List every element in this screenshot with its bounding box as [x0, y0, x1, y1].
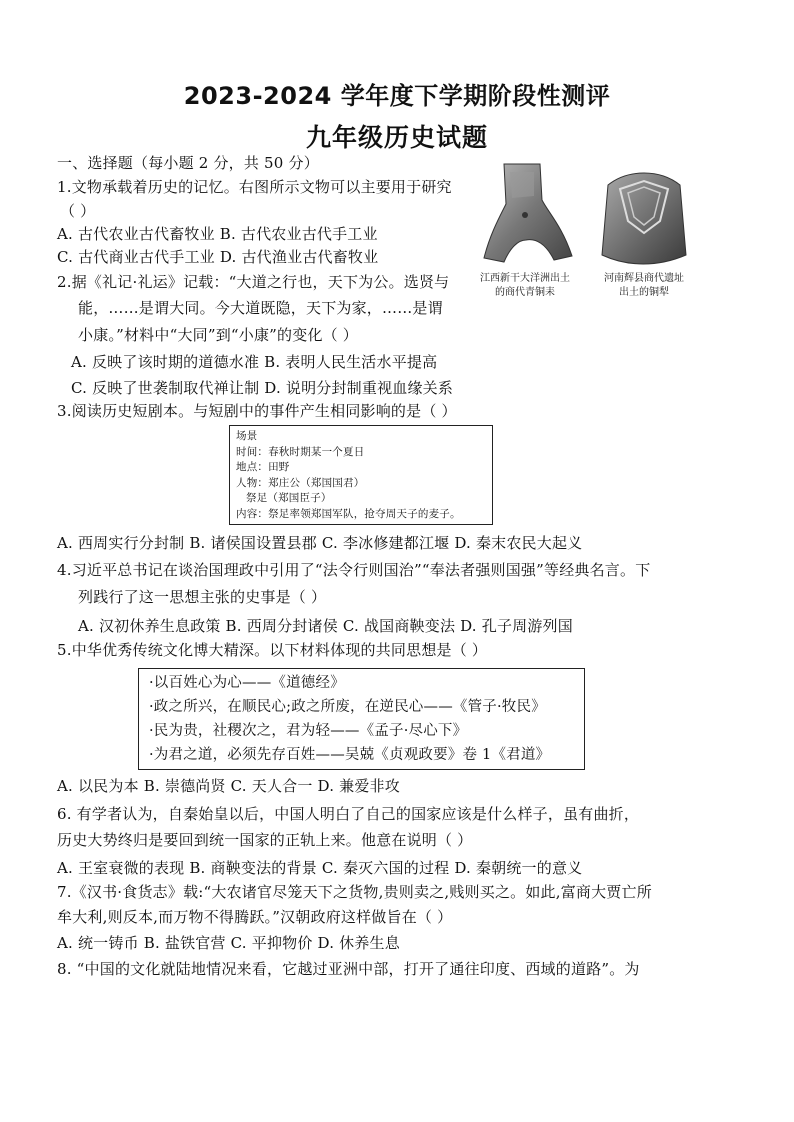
- q3-script-box: [229, 425, 493, 525]
- q6-line2: 历史大势终归是要回到统一国家的正轨上来。他意在说明（ ）: [57, 831, 473, 849]
- q5-quote: ·民为贵，社稷次之，君为轻——《孟子·尽心下》: [149, 723, 468, 739]
- q5-quotes-box: [138, 668, 585, 770]
- q8-line1: 8. “中国的文化就陆地情况来看，它越过亚洲中部，打开了通往印度、西域的道路”。为: [57, 960, 640, 978]
- q5-quote: ·以百姓心为心——《道德经》: [149, 675, 345, 691]
- section-heading: 一、选择题（每小题 2 分，共 50 分）: [57, 154, 319, 172]
- left-photo-caption-1: 江西新干大洋洲出土: [480, 273, 570, 284]
- q3-options: A. 西周实行分封制 B. 诸侯国设置县郡 C. 李冰修建都江堰 D. 秦末农民大起义: [57, 534, 583, 552]
- q7-line2: 牟大利,则反本,而万物不得腾跃。”汉朝政府这样做旨在（ ）: [57, 908, 453, 926]
- q3-scene-line: 祭足（郑国臣子）: [246, 492, 332, 504]
- exam-subtitle: 九年级历史试题: [305, 123, 488, 152]
- q2-line3: 小康。”材料中“大同”到“小康”的变化（ ）: [78, 326, 359, 344]
- q3-stem: 3.阅读历史短剧本。与短剧中的事件产生相同影响的是（ ）: [57, 402, 457, 420]
- q4-line1: 4.习近平总书记在谈治国理政中引用了“法令行则国治”“奉法者强则国强”等经典名言。下: [57, 561, 651, 579]
- q6-options: A. 王室衰微的表现 B. 商鞅变法的背景 C. 秦灭六国的过程 D. 秦朝统一的意义: [57, 859, 583, 877]
- q1-options-cd: C. 古代商业古代手工业 D. 古代渔业古代畜牧业: [57, 248, 379, 266]
- q4-options: A. 汉初休养生息政策 B. 西周分封诸侯 C. 战国商鞅变法 D. 孔子周游列国: [78, 617, 573, 635]
- q3-scene-line: 时间：春秋时期某一个夏日: [236, 445, 365, 458]
- q7-line1: 7.《汉书·食货志》载:“大农诸官尽笼天下之货物,贵则卖之,贱则买之。如此,富商大贾亡所: [57, 883, 652, 901]
- bronze-lei-photo: [470, 160, 580, 270]
- q3-scene-line: 地点：田野: [236, 461, 290, 473]
- left-photo-caption-2: 的商代青铜耒: [495, 287, 555, 298]
- right-photo-caption-1: 河南辉县商代遗址: [604, 273, 684, 284]
- q6-line1: 6. 有学者认为，自秦始皇以后，中国人明白了自己的国家应该是什么样子，虽有曲折，: [57, 805, 640, 823]
- q3-scene-line: 场景: [236, 430, 258, 442]
- q1-stem: 1.文物承载着历史的记忆。右图所示文物可以主要用于研究: [57, 178, 452, 196]
- q5-quote: ·政之所兴，在顺民心;政之所废，在逆民心——《管子·牧民》: [149, 699, 546, 715]
- q3-scene-line: 内容：祭足率领郑国军队，抢夺周天子的麦子。: [236, 507, 461, 520]
- q4-line2: 列践行了这一思想主张的史事是（ ）: [78, 588, 327, 606]
- exam-title: 2023-2024 学年度下学期阶段性测评: [183, 82, 611, 110]
- q1-options-ab: A. 古代农业古代畜牧业 B. 古代农业古代手工业: [57, 225, 378, 243]
- q2-line1: 2.据《礼记·礼运》记载：“大道之行也，天下为公。选贤与: [57, 273, 450, 291]
- q2-options-ab: A. 反映了该时期的道德水准 B. 表明人民生活水平提高: [71, 353, 438, 371]
- right-photo-caption-2: 出土的铜犁: [619, 287, 669, 298]
- q7-options: A. 统一铸币 B. 盐铁官营 C. 平抑物价 D. 休养生息: [57, 934, 400, 952]
- q5-options: A. 以民为本 B. 崇德尚贤 C. 天人合一 D. 兼爱非攻: [57, 777, 400, 795]
- copper-plough-photo: [598, 165, 690, 269]
- q5-stem: 5.中华优秀传统文化博大精深。以下材料体现的共同思想是（ ）: [57, 641, 488, 659]
- q3-scene-line: 人物：郑庄公（郑国国君）: [236, 476, 365, 489]
- q5-quote: ·为君之道，必须先存百姓——吴兢《贞观政要》卷 1《君道》: [149, 747, 551, 763]
- q2-line2: 能，……是谓大同。今大道既隐，天下为家，……是谓: [78, 299, 443, 317]
- q1-blank: （ ）: [60, 202, 96, 220]
- q2-options-cd: C. 反映了世袭制取代禅让制 D. 说明分封制重视血缘关系: [71, 379, 454, 397]
